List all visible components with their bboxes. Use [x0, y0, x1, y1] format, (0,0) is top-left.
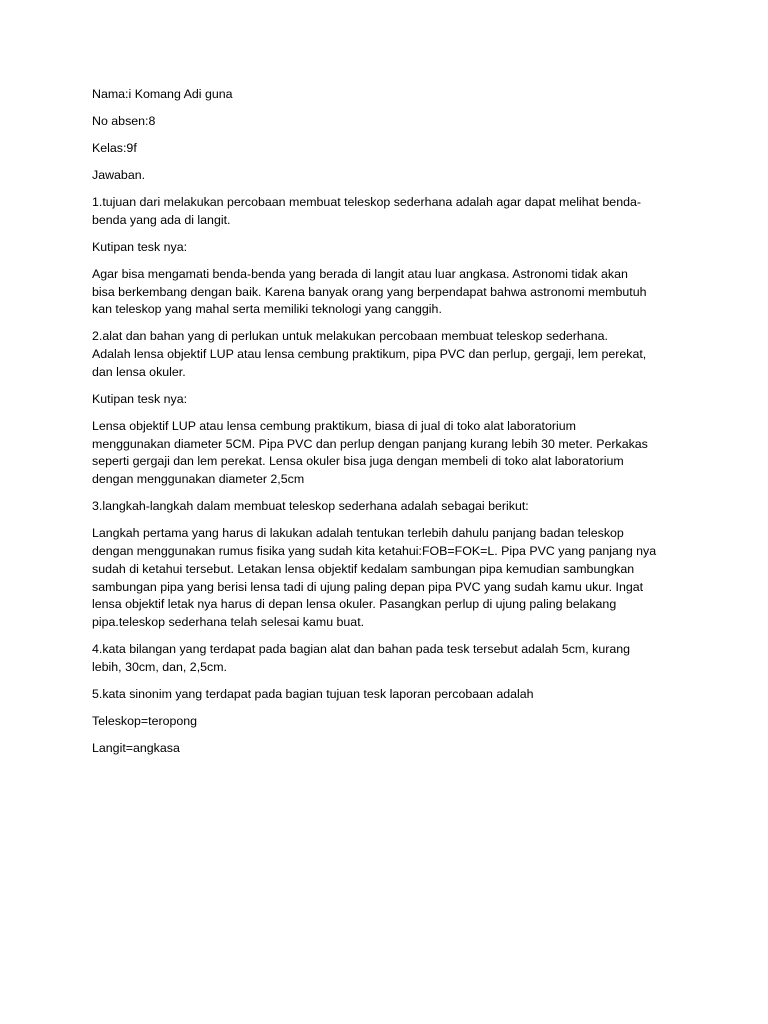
document-paragraph	[92, 498, 682, 516]
text-line: 1.tujuan dari melakukan percobaan membuat teleskop sederhana adalah agar dapat melihat benda-	[92, 194, 641, 209]
document-paragraph	[92, 525, 682, 632]
text-line: 3.langkah-langkah dalam membuat teleskop sederhana adalah sebagai berikut:	[92, 499, 529, 514]
text-line: sudah di ketahui tersebut. Letakan lensa objektif kedalam sambungan pipa kemudian sambungkan	[92, 561, 635, 576]
document-paragraph	[92, 713, 682, 731]
text-line: Kutipan tesk nya:	[92, 239, 188, 254]
document-paragraph	[92, 641, 682, 677]
text-line: Kutipan tesk nya:	[92, 391, 188, 406]
text-line: kan teleskop yang mahal serta memiliki teknologi yang canggih.	[92, 302, 442, 317]
text-line: Lensa objektif LUP atau lensa cembung praktikum, biasa di jual di toko alat laboratorium	[92, 418, 576, 433]
document-paragraph	[92, 328, 682, 381]
text-line: lebih, 30cm, dan, 2,5cm.	[92, 659, 227, 674]
document-paragraph	[92, 86, 682, 104]
text-line: seperti gergaji dan lem perekat. Lensa okuler bisa juga dengan membeli di toko alat laboratorium	[92, 454, 624, 469]
text-line: Langkah pertama yang harus di lakukan adalah tentukan terlebih dahulu panjang badan teleskop	[92, 526, 624, 541]
text-line: dengan menggunakan diameter 2,5cm	[92, 472, 305, 487]
document-paragraph	[92, 194, 682, 230]
text-line: sambungan pipa yang berisi lensa tadi di ujung paling depan pipa PVC yang sudah kamu ukur. Ingat	[92, 579, 644, 594]
document-paragraph	[92, 167, 682, 185]
text-line: Jawaban.	[92, 167, 146, 182]
text-line: No absen:8	[92, 113, 156, 128]
document-paragraph	[92, 239, 682, 257]
document-paragraph	[92, 266, 682, 319]
document-paragraph	[92, 740, 682, 758]
text-line: pipa.teleskop sederhana telah selesai kamu buat.	[92, 615, 365, 630]
text-line: dengan menggunakan rumus fisika yang sudah kita ketahui:FOB=FOK=L. Pipa PVC yang panjang nya	[92, 544, 657, 558]
text-line: 2.alat dan bahan yang di perlukan untuk melakukan percobaan membuat teleskop sederhana.	[92, 329, 608, 344]
text-line: 4.kata bilangan yang terdapat pada bagian alat dan bahan pada tesk tersebut adalah 5cm, kurang	[92, 642, 631, 657]
text-line: bisa berkembang dengan baik. Karena banyak orang yang berpendapat bahwa astronomi membutuh	[92, 284, 647, 299]
text-line: Kelas:9f	[92, 140, 137, 155]
text-line: Langit=angkasa	[92, 740, 180, 755]
text-line: Nama:i Komang Adi guna	[92, 87, 233, 101]
document-paragraph	[92, 113, 682, 131]
document-paragraph	[92, 686, 682, 704]
text-line: lensa objektif letak nya harus di depan lensa okuler. Pasangkan perlup di ujung paling belakang	[92, 597, 617, 612]
text-line: 5.kata sinonim yang terdapat pada bagian tujuan tesk laporan percobaan adalah	[92, 686, 534, 701]
document-paragraph	[92, 140, 682, 158]
document-paragraph	[92, 418, 682, 489]
text-line: Adalah lensa objektif LUP atau lensa cembung praktikum, pipa PVC dan perlup, gergaji, lem perekat,	[92, 347, 647, 362]
document-body	[92, 86, 682, 767]
text-line: Teleskop=teropong	[92, 713, 198, 728]
text-line: menggunakan diameter 5CM. Pipa PVC dan perlup dengan panjang kurang lebih 30 meter. Perkakas	[92, 436, 648, 451]
document-paragraph	[92, 391, 682, 409]
text-line: benda yang ada di langit.	[92, 212, 231, 227]
text-line: Agar bisa mengamati benda-benda yang berada di langit atau luar angkasa. Astronomi tidak akan	[92, 266, 628, 281]
text-line: dan lensa okuler.	[92, 364, 186, 379]
